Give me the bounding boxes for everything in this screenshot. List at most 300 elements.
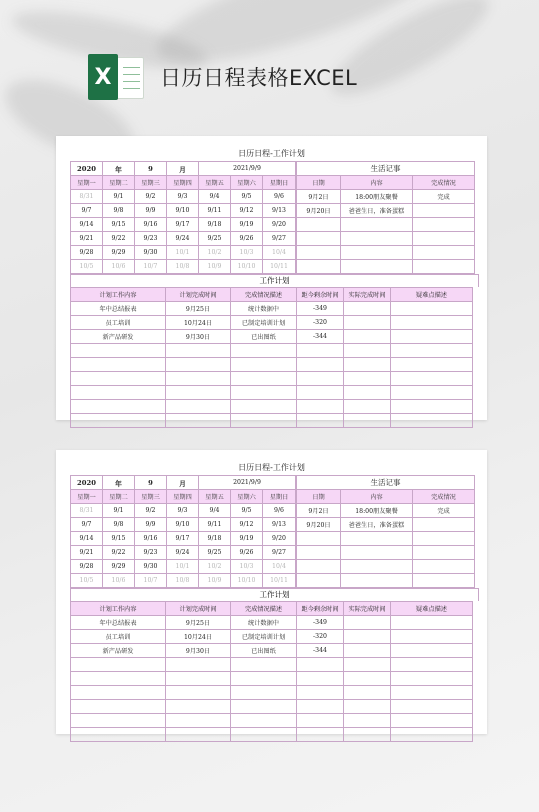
life-notes-cell[interactable] — [341, 546, 413, 560]
calendar-day-cell[interactable]: 9/10 — [167, 204, 199, 218]
calendar-week-row — [71, 232, 296, 246]
calendar-day-cell[interactable]: 9/24 — [167, 546, 199, 560]
work-plan-cell[interactable] — [231, 700, 297, 714]
work-plan-row — [71, 658, 473, 672]
work-plan-cell[interactable]: -349 — [297, 616, 344, 630]
work-plan-cell[interactable]: -344 — [297, 330, 344, 344]
calendar-day-cell[interactable]: 10/9 — [199, 260, 231, 274]
work-plan-cell[interactable] — [166, 386, 231, 400]
calendar-day-cell[interactable]: 9/25 — [199, 232, 231, 246]
year-label: 年 — [103, 476, 135, 490]
work-plan-cell[interactable]: -344 — [297, 644, 344, 658]
life-notes-cell[interactable]: 9月2日 — [297, 190, 341, 204]
weekday-header: 星期一 — [71, 176, 103, 190]
calendar-day-cell[interactable]: 10/5 — [71, 574, 103, 588]
calendar-day-cell[interactable]: 9/14 — [71, 218, 103, 232]
calendar-week-row — [71, 518, 296, 532]
calendar-day-cell[interactable]: 9/2 — [135, 190, 167, 204]
work-plan-cell[interactable] — [297, 658, 344, 672]
work-plan-cell[interactable] — [391, 700, 473, 714]
work-plan-cell[interactable] — [344, 728, 391, 742]
work-plan-cell[interactable]: -349 — [297, 302, 344, 316]
work-plan-cell[interactable] — [71, 714, 166, 728]
calendar-day-cell[interactable]: 9/21 — [71, 232, 103, 246]
work-plan-cell[interactable]: 年中总结报表 — [71, 302, 166, 316]
work-plan-cell[interactable] — [344, 644, 391, 658]
life-notes-cell[interactable] — [297, 532, 341, 546]
life-notes-cell[interactable] — [297, 218, 341, 232]
calendar-day-cell[interactable]: 9/30 — [135, 560, 167, 574]
work-plan-cell[interactable] — [391, 630, 473, 644]
calendar-day-cell[interactable]: 9/23 — [135, 546, 167, 560]
work-plan-cell[interactable] — [391, 414, 473, 428]
work-plan-cell[interactable] — [231, 358, 297, 372]
calendar-day-cell[interactable]: 9/28 — [71, 246, 103, 260]
work-plan-cell[interactable] — [391, 372, 473, 386]
work-plan-cell[interactable] — [344, 302, 391, 316]
work-plan-cell[interactable] — [71, 358, 166, 372]
work-plan-cell[interactable] — [166, 372, 231, 386]
life-notes-cell[interactable] — [341, 560, 413, 574]
life-notes-header: 日期 — [297, 490, 341, 504]
calendar-day-cell[interactable]: 8/31 — [71, 190, 103, 204]
calendar-day-cell[interactable]: 9/23 — [135, 232, 167, 246]
calendar-day-cell[interactable]: 9/10 — [167, 518, 199, 532]
work-plan-cell[interactable]: 已制定培训计划 — [231, 630, 297, 644]
calendar-day-cell[interactable]: 9/27 — [263, 232, 296, 246]
work-plan-cell[interactable] — [297, 386, 344, 400]
life-notes-cell[interactable]: 9月2日 — [297, 504, 341, 518]
year-cell[interactable]: 2020 — [71, 162, 103, 176]
calendar-day-cell[interactable]: 9/3 — [167, 190, 199, 204]
calendar-day-cell[interactable]: 9/4 — [199, 504, 231, 518]
work-plan-header: 完成情况描述 — [231, 288, 297, 302]
calendar-day-cell[interactable]: 10/4 — [263, 560, 296, 574]
calendar-day-cell[interactable]: 9/17 — [167, 218, 199, 232]
calendar-day-cell[interactable]: 9/16 — [135, 532, 167, 546]
calendar-day-cell[interactable]: 10/7 — [135, 260, 167, 274]
work-plan-header: 计划工作内容 — [71, 602, 166, 616]
calendar-week-row — [71, 546, 296, 560]
calendar-week-row — [71, 246, 296, 260]
weekday-header: 星期三 — [135, 176, 167, 190]
weekday-header: 星期日 — [263, 490, 296, 504]
date-cell[interactable]: 2021/9/9 — [199, 476, 296, 490]
life-notes-cell[interactable] — [413, 218, 475, 232]
calendar-day-cell[interactable]: 9/9 — [135, 204, 167, 218]
work-plan-cell[interactable] — [71, 672, 166, 686]
work-plan-cell[interactable] — [166, 414, 231, 428]
life-notes-cell[interactable]: 9月20日 — [297, 204, 341, 218]
calendar-day-cell[interactable]: 10/10 — [231, 260, 263, 274]
work-plan-cell[interactable] — [71, 686, 166, 700]
work-plan-cell[interactable] — [391, 686, 473, 700]
calendar-day-cell[interactable]: 9/7 — [71, 204, 103, 218]
calendar-day-cell[interactable]: 9/30 — [135, 246, 167, 260]
work-plan-cell[interactable] — [166, 344, 231, 358]
work-plan-cell[interactable] — [391, 316, 473, 330]
work-plan-cell[interactable] — [391, 344, 473, 358]
calendar-week-row — [71, 204, 296, 218]
work-plan-cell[interactable] — [166, 700, 231, 714]
life-notes-cell[interactable] — [413, 560, 475, 574]
work-plan-cell[interactable] — [71, 386, 166, 400]
calendar-day-cell[interactable]: 10/1 — [167, 560, 199, 574]
calendar-day-cell[interactable]: 9/13 — [263, 518, 296, 532]
calendar-day-cell[interactable]: 9/17 — [167, 532, 199, 546]
calendar-day-cell[interactable]: 10/7 — [135, 574, 167, 588]
work-plan-cell[interactable] — [166, 400, 231, 414]
work-plan-cell[interactable] — [166, 728, 231, 742]
life-notes-cell[interactable] — [297, 546, 341, 560]
life-notes-header: 内容 — [341, 176, 413, 190]
calendar-week-row — [71, 560, 296, 574]
calendar-day-cell[interactable]: 9/15 — [103, 218, 135, 232]
life-notes-cell[interactable] — [297, 574, 341, 588]
calendar-day-cell[interactable]: 9/14 — [71, 532, 103, 546]
work-plan-row — [71, 686, 473, 700]
weekday-header: 星期四 — [167, 490, 199, 504]
work-plan-cell[interactable] — [344, 714, 391, 728]
life-notes-cell[interactable]: 爸爸生日，准备蛋糕 — [341, 518, 413, 532]
work-plan-cell[interactable] — [231, 400, 297, 414]
life-notes-cell[interactable]: 完成 — [413, 504, 475, 518]
calendar-day-cell[interactable]: 9/18 — [199, 218, 231, 232]
work-plan-cell[interactable] — [344, 400, 391, 414]
life-notes-cell[interactable] — [341, 574, 413, 588]
life-notes-cell[interactable]: 18:00朋友聚餐 — [341, 190, 413, 204]
work-plan-header: 计划完成时间 — [166, 602, 231, 616]
calendar-day-cell[interactable]: 9/28 — [71, 560, 103, 574]
weekday-header: 星期六 — [231, 490, 263, 504]
life-notes-row — [297, 190, 475, 204]
work-plan-cell[interactable] — [71, 658, 166, 672]
work-plan-row — [71, 358, 473, 372]
calendar-day-cell[interactable]: 10/11 — [263, 260, 296, 274]
work-plan-cell[interactable] — [391, 616, 473, 630]
calendar-day-cell[interactable]: 9/19 — [231, 218, 263, 232]
work-plan-row — [71, 700, 473, 714]
work-plan-cell[interactable] — [71, 700, 166, 714]
calendar-day-cell[interactable]: 9/26 — [231, 546, 263, 560]
work-plan-cell[interactable] — [344, 686, 391, 700]
work-plan-cell[interactable] — [344, 386, 391, 400]
calendar-day-cell[interactable]: 9/24 — [167, 232, 199, 246]
calendar-day-cell[interactable]: 9/27 — [263, 546, 296, 560]
work-plan-cell[interactable] — [231, 686, 297, 700]
calendar-table — [70, 475, 296, 588]
work-plan-cell[interactable]: 9月25日 — [166, 302, 231, 316]
work-plan-cell[interactable] — [231, 658, 297, 672]
work-plan-cell[interactable] — [344, 630, 391, 644]
life-notes-cell[interactable] — [413, 246, 475, 260]
date-cell[interactable]: 2021/9/9 — [199, 162, 296, 176]
weekday-header: 星期四 — [167, 176, 199, 190]
work-plan-cell[interactable] — [71, 728, 166, 742]
work-plan-header: 完成情况描述 — [231, 602, 297, 616]
calendar-day-cell[interactable]: 9/16 — [135, 218, 167, 232]
work-plan-cell[interactable] — [391, 672, 473, 686]
work-plan-cell[interactable] — [71, 400, 166, 414]
weekday-header: 星期日 — [263, 176, 296, 190]
life-notes-cell[interactable] — [413, 518, 475, 532]
life-notes-cell[interactable]: 完成 — [413, 190, 475, 204]
calendar-day-cell[interactable]: 9/8 — [103, 518, 135, 532]
month-cell[interactable]: 9 — [135, 162, 167, 176]
calendar-day-cell[interactable]: 9/6 — [263, 504, 296, 518]
life-notes-cell[interactable] — [413, 546, 475, 560]
calendar-day-cell[interactable]: 9/26 — [231, 232, 263, 246]
calendar-day-cell[interactable]: 10/6 — [103, 574, 135, 588]
work-plan-cell[interactable] — [231, 672, 297, 686]
life-notes-row — [297, 204, 475, 218]
work-plan-cell[interactable] — [391, 358, 473, 372]
life-notes-table — [296, 161, 475, 274]
life-notes-row — [297, 518, 475, 532]
calendar-day-cell[interactable]: 9/11 — [199, 204, 231, 218]
life-notes-cell[interactable] — [413, 204, 475, 218]
calendar-day-cell[interactable]: 9/7 — [71, 518, 103, 532]
calendar-day-cell[interactable]: 9/5 — [231, 190, 263, 204]
life-notes-cell[interactable] — [341, 218, 413, 232]
calendar-day-cell[interactable]: 10/11 — [263, 574, 296, 588]
work-plan-cell[interactable]: 已出图纸 — [231, 330, 297, 344]
calendar-day-cell[interactable]: 9/21 — [71, 546, 103, 560]
work-plan-cell[interactable]: 统计数据中 — [231, 616, 297, 630]
calendar-day-cell[interactable]: 8/31 — [71, 504, 103, 518]
work-plan-row — [71, 344, 473, 358]
work-plan-cell[interactable]: 年中总结报表 — [71, 616, 166, 630]
work-plan-cell[interactable]: 新产品研发 — [71, 330, 166, 344]
work-plan-cell[interactable] — [166, 714, 231, 728]
calendar-day-cell[interactable]: 10/5 — [71, 260, 103, 274]
life-notes-row — [297, 246, 475, 260]
weekday-header: 星期二 — [103, 490, 135, 504]
work-plan-cell[interactable] — [297, 714, 344, 728]
work-plan-cell[interactable] — [344, 616, 391, 630]
life-notes-title: 生活记事 — [297, 476, 475, 490]
life-notes-row — [297, 504, 475, 518]
calendar-day-cell[interactable]: 9/1 — [103, 504, 135, 518]
calendar-day-cell[interactable]: 10/6 — [103, 260, 135, 274]
life-notes-cell[interactable] — [341, 232, 413, 246]
calendar-day-cell[interactable]: 9/4 — [199, 190, 231, 204]
life-notes-cell[interactable] — [341, 246, 413, 260]
work-plan-cell[interactable] — [344, 658, 391, 672]
work-plan-cell[interactable]: 9月30日 — [166, 330, 231, 344]
work-plan-cell[interactable] — [391, 728, 473, 742]
calendar-week-row — [71, 190, 296, 204]
work-plan-cell[interactable]: -320 — [297, 630, 344, 644]
work-plan-cell[interactable] — [344, 672, 391, 686]
calendar-day-cell[interactable]: 9/20 — [263, 218, 296, 232]
work-plan-cell[interactable] — [231, 344, 297, 358]
life-notes-row — [297, 574, 475, 588]
work-plan-cell[interactable] — [391, 400, 473, 414]
work-plan-table — [70, 601, 473, 742]
life-notes-row — [297, 232, 475, 246]
work-plan-cell[interactable] — [231, 386, 297, 400]
work-plan-cell[interactable] — [391, 714, 473, 728]
calendar-day-cell[interactable]: 9/22 — [103, 546, 135, 560]
work-plan-cell[interactable] — [297, 414, 344, 428]
excel-badge: X — [88, 54, 118, 100]
life-notes-cell[interactable] — [341, 532, 413, 546]
work-plan-cell[interactable] — [297, 344, 344, 358]
work-plan-cell[interactable] — [391, 658, 473, 672]
life-notes-cell[interactable]: 9月20日 — [297, 518, 341, 532]
calendar-day-cell[interactable]: 10/1 — [167, 246, 199, 260]
work-plan-cell[interactable] — [71, 344, 166, 358]
month-label: 月 — [167, 476, 199, 490]
work-plan-header: 距今剩余时间 — [297, 602, 344, 616]
work-plan-header: 疑难点描述 — [391, 288, 473, 302]
life-notes-row — [297, 560, 475, 574]
work-plan-cell[interactable] — [166, 658, 231, 672]
work-plan-cell[interactable] — [297, 372, 344, 386]
calendar-day-cell[interactable]: 9/19 — [231, 532, 263, 546]
life-notes-cell[interactable] — [297, 260, 341, 274]
work-plan-header: 实际完成时间 — [344, 602, 391, 616]
life-notes-cell[interactable] — [413, 532, 475, 546]
work-plan-cell[interactable] — [297, 400, 344, 414]
calendar-day-cell[interactable]: 10/3 — [231, 246, 263, 260]
work-plan-cell[interactable] — [344, 372, 391, 386]
work-plan-cell[interactable] — [231, 714, 297, 728]
work-plan-cell[interactable] — [391, 644, 473, 658]
life-notes-cell[interactable] — [341, 260, 413, 274]
work-plan-row — [71, 372, 473, 386]
month-cell[interactable]: 9 — [135, 476, 167, 490]
work-plan-cell[interactable]: 统计数据中 — [231, 302, 297, 316]
work-plan-cell[interactable] — [297, 686, 344, 700]
calendar-day-cell[interactable]: 9/1 — [103, 190, 135, 204]
calendar-day-cell[interactable]: 9/12 — [231, 518, 263, 532]
life-notes-cell[interactable] — [297, 246, 341, 260]
work-plan-cell[interactable] — [231, 728, 297, 742]
life-notes-cell[interactable]: 爸爸生日，准备蛋糕 — [341, 204, 413, 218]
work-plan-cell[interactable]: 9月30日 — [166, 644, 231, 658]
calendar-day-cell[interactable]: 9/18 — [199, 532, 231, 546]
weekday-header: 星期五 — [199, 490, 231, 504]
calendar-day-cell[interactable]: 9/20 — [263, 532, 296, 546]
work-plan-cell[interactable] — [297, 700, 344, 714]
life-notes-cell[interactable] — [413, 260, 475, 274]
work-plan-row — [71, 302, 473, 316]
work-plan-cell[interactable] — [344, 316, 391, 330]
work-plan-cell[interactable] — [297, 672, 344, 686]
calendar-day-cell[interactable]: 10/2 — [199, 246, 231, 260]
work-plan-cell[interactable] — [391, 386, 473, 400]
work-plan-cell[interactable]: 新产品研发 — [71, 644, 166, 658]
life-notes-cell[interactable] — [297, 232, 341, 246]
page-title: 日历日程表格EXCEL — [160, 66, 358, 90]
calendar-day-cell[interactable]: 10/9 — [199, 574, 231, 588]
work-plan-cell[interactable]: 9月25日 — [166, 616, 231, 630]
calendar-day-cell[interactable]: 9/2 — [135, 504, 167, 518]
work-plan-cell[interactable] — [71, 414, 166, 428]
work-plan-cell[interactable]: 员工培训 — [71, 316, 166, 330]
work-plan-cell[interactable] — [391, 302, 473, 316]
calendar-day-cell[interactable]: 10/8 — [167, 574, 199, 588]
calendar-day-cell[interactable]: 10/4 — [263, 246, 296, 260]
work-plan-cell[interactable] — [71, 372, 166, 386]
life-notes-cell[interactable] — [297, 560, 341, 574]
life-notes-row — [297, 218, 475, 232]
weekday-header: 星期六 — [231, 176, 263, 190]
calendar-day-cell[interactable]: 9/11 — [199, 518, 231, 532]
calendar-day-cell[interactable]: 9/25 — [199, 546, 231, 560]
work-plan-cell[interactable]: 10月24日 — [166, 630, 231, 644]
life-notes-cell[interactable]: 18:00朋友聚餐 — [341, 504, 413, 518]
life-notes-cell[interactable] — [413, 232, 475, 246]
weekday-header: 星期二 — [103, 176, 135, 190]
work-plan-header: 距今剩余时间 — [297, 288, 344, 302]
work-plan-cell[interactable]: 已制定培训计划 — [231, 316, 297, 330]
calendar-day-cell[interactable]: 10/2 — [199, 560, 231, 574]
work-plan-cell[interactable] — [166, 686, 231, 700]
calendar-day-cell[interactable]: 9/8 — [103, 204, 135, 218]
calendar-week-row — [71, 574, 296, 588]
work-plan-cell[interactable] — [166, 358, 231, 372]
sheet-preview-2 — [56, 450, 487, 734]
calendar-day-cell[interactable]: 9/15 — [103, 532, 135, 546]
work-plan-cell[interactable] — [344, 414, 391, 428]
calendar-day-cell[interactable]: 9/22 — [103, 232, 135, 246]
calendar-day-cell[interactable]: 10/10 — [231, 574, 263, 588]
sheet-preview-1 — [56, 136, 487, 420]
life-notes-header: 完成情况 — [413, 176, 475, 190]
calendar-day-cell[interactable]: 9/6 — [263, 190, 296, 204]
work-plan-cell[interactable] — [166, 672, 231, 686]
work-plan-cell[interactable] — [297, 358, 344, 372]
calendar-day-cell[interactable]: 9/3 — [167, 504, 199, 518]
calendar-day-cell[interactable]: 10/3 — [231, 560, 263, 574]
work-plan-cell[interactable] — [344, 344, 391, 358]
life-notes-header: 完成情况 — [413, 490, 475, 504]
weekday-header: 星期五 — [199, 176, 231, 190]
year-cell[interactable]: 2020 — [71, 476, 103, 490]
calendar-day-cell[interactable]: 9/12 — [231, 204, 263, 218]
work-plan-cell[interactable] — [391, 330, 473, 344]
work-plan-row — [71, 714, 473, 728]
work-plan-cell[interactable]: -320 — [297, 316, 344, 330]
calendar-day-cell[interactable]: 9/13 — [263, 204, 296, 218]
work-plan-cell[interactable]: 员工培训 — [71, 630, 166, 644]
work-plan-cell[interactable] — [344, 358, 391, 372]
work-plan-cell[interactable] — [344, 700, 391, 714]
work-plan-row — [71, 386, 473, 400]
work-plan-cell[interactable] — [231, 372, 297, 386]
work-plan-cell[interactable] — [297, 728, 344, 742]
calendar-day-cell[interactable]: 9/9 — [135, 518, 167, 532]
work-plan-row — [71, 330, 473, 344]
calendar-day-cell[interactable]: 9/5 — [231, 504, 263, 518]
calendar-week-row — [71, 260, 296, 274]
calendar-day-cell[interactable]: 10/8 — [167, 260, 199, 274]
month-label: 月 — [167, 162, 199, 176]
work-plan-cell[interactable]: 已出图纸 — [231, 644, 297, 658]
calendar-day-cell[interactable]: 9/29 — [103, 246, 135, 260]
work-plan-header: 计划完成时间 — [166, 288, 231, 302]
work-plan-cell[interactable]: 10月24日 — [166, 316, 231, 330]
calendar-day-cell[interactable]: 9/29 — [103, 560, 135, 574]
life-notes-table — [296, 475, 475, 588]
life-notes-cell[interactable] — [413, 574, 475, 588]
work-plan-cell[interactable] — [344, 330, 391, 344]
work-plan-cell[interactable] — [231, 414, 297, 428]
work-plan-row — [71, 672, 473, 686]
